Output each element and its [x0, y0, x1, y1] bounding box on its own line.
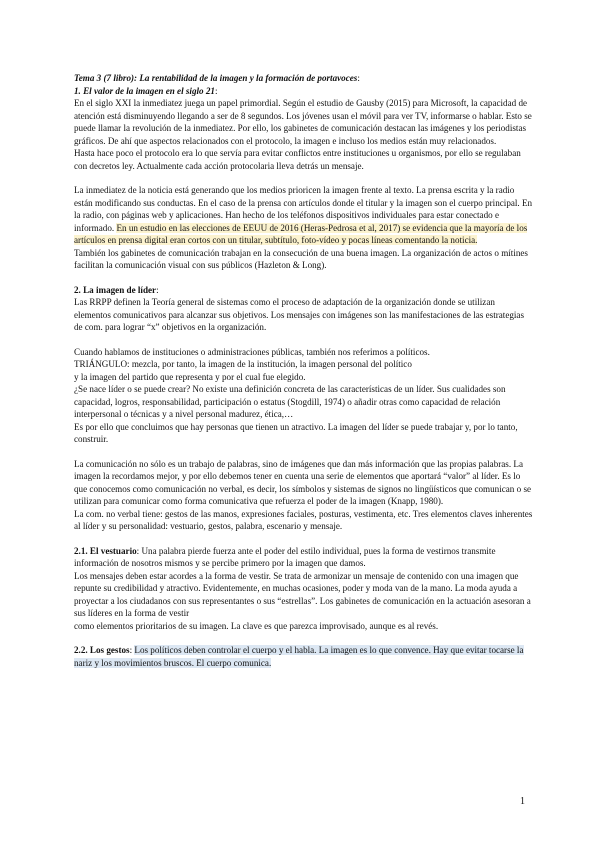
title-label: Tema 3 (7 libro)	[74, 73, 135, 83]
section2-paragraph-2: Cuando hablamos de instituciones o administraciones públicas, también nos referimos a políticos.	[74, 346, 430, 357]
document-title	[74, 72, 534, 85]
section22-highlighted-text: Los políticos deben controlar el cuerpo y el habla. La imagen es lo que convence. Hay que evitar tocarse la nariz y los movimientos bruscos. El cuerpo comunica.	[74, 645, 524, 668]
document-body	[74, 72, 534, 669]
section21-heading: 2.1. El vestuario	[74, 545, 137, 556]
section22-paragraph	[74, 644, 534, 669]
section1-highlighted-text: En un estudio en las elecciones de EEUU de 2016 (Heras-Pedrosa et al, 2017) se evidencia que la mayoría de los artículos en prensa digital eran cortos con un titular, subtítulo, foto-vídeo y pocas líneas comentando la noticia.	[74, 222, 528, 245]
section2-paragraph-8: La com. no verbal tiene: gestos de las manos, expresiones faciales, posturas, vestimenta, etc. Tres elementos claves inherentes al líder y su personalidad: vestuario, gestos, palabra, escenario y mensaje.	[74, 508, 533, 531]
section1-heading-tail: :	[214, 85, 218, 96]
section2-paragraph-7: La comunicación no sólo es un trabajo de palabras, sino de imágenes que dan más información que las propias palabras. La imagen la recordamos mejor, y por ello debemos tener en cuenta una serie de elementos que aportará “valor” al líder. Es lo que conocemos como comunicación no verbal, es decir, los símbolos y sistemas de signos no lingüísticos que comunican o se utilizan para comunicar como forma comunicativa que refuerza el poder de la imagen (Knapp, 1980).	[74, 458, 532, 506]
section1-paragraph-3	[74, 184, 534, 247]
section1-paragraph-2: Hasta hace poco el protocolo era lo que servía para evitar conflictos entre instituciones u organismos, por ello se regulaban con decretos ley. Actualmente cada acción protocolaria lleva detrás un mensaje.	[74, 148, 521, 171]
section1-paragraph-3-text: La inmediatez de la noticia está generando que los medios prioricen la imagen frente al texto. La prensa escrita y la radio están modificando sus conductas. En el caso de la prensa con artículos donde el titular y la imagen son el cuerpo principal. En la radio, con páginas web y aplicaciones. Han hecho de los teléfonos dispositivos individuales para estar conectado e informado.	[74, 185, 533, 233]
section22-colon: :	[129, 645, 135, 655]
section2-heading	[74, 284, 534, 297]
section2-paragraph-6: Es por ello que concluimos que hay personas que tienen un atractivo. La imagen del líder se puede trabajar y, por lo tanto, construir.	[74, 421, 518, 444]
section2-paragraph-3: TRIÁNGULO: mezcla, por tanto, la imagen de la institución, la imagen personal del político	[74, 359, 412, 369]
section1-heading-text: 1. El valor de la imagen en el siglo 21	[74, 85, 215, 96]
section2-heading-text: 2. La imagen de líder	[74, 284, 157, 295]
section1-heading	[74, 85, 534, 98]
section21-paragraph-3: como elementos prioritarios de su imagen. La clave es que parezca improvisado, aunque es al revés.	[74, 620, 439, 631]
section2-heading-tail: :	[156, 284, 159, 295]
title-tail: :	[357, 73, 360, 83]
title-text: : La rentabilidad de la imagen y la formación de portavoces	[134, 73, 358, 83]
section21-paragraph-2: Los mensajes deben estar acordes a la forma de vestir. Se trata de armonizar un mensaje de contenido con una imagen que repunte su credibilidad y atractivo. Evidentemente, en muchas ocasiones, poder y moda van de la mano. La moda ayuda a proyectar a los ciudadanos con sus representantes o sus “estrellas”. Los gabinetes de comunicación en la actuación asesoran a sus líderes en la forma de vestir	[74, 570, 531, 618]
section21-paragraph-1	[74, 545, 534, 570]
section21-paragraph-1-text: : Una palabra pierde fuerza ante el poder del estilo individual, pues la forma de vestirnos transmite información de nosotros mismos y se percibe primero por la imagen que damos.	[74, 545, 496, 568]
section22-heading: 2.2. Los gestos	[74, 645, 130, 655]
section1-paragraph-4: También los gabinetes de comunicación trabajan en la consecución de una buena imagen. La organización de actos o mítines facilitan la comunicación visual con sus públicos (Hazleton & Long).	[74, 247, 528, 270]
section2-paragraph-1: Las RRPP definen la Teoría general de sistemas como el proceso de adaptación de la organización donde se utilizan elementos comunicativos para alcanzar sus objetivos. Los mensajes con imágenes son las manifestaciones de las estrategias de com. para lograr “x” objetivos en la organización.	[74, 297, 524, 332]
section1-paragraph-1: En el siglo XXI la inmediatez juega un papel primordial. Según el estudio de Gausby (2015) para Microsoft, la capacidad de atención está disminuyendo llegando a ser de 8 segundos. Los jóvenes usan el móvil para ver TV, informarse o hablar. Esto se puede llamar la revolución de la inmediatez. Por ello, los gabinetes de comunicación destacan las imágenes y los periodistas gráficos. De ahí que aspectos relacionados con el protocolo, la imagen e incluso los medios están muy relacionados.	[74, 98, 532, 146]
section2-paragraph-4: y la imagen del partido que representa y por el cual fue elegido.	[74, 371, 306, 382]
section2-paragraph-5: ¿Se nace líder o se puede crear? No existe una definición concreta de las características de un líder. Sus cualidades son capacidad, logros, responsabilidad, participación o estatus (Stogdill, 1974) o añadir otras como capacidad de relación interpersonal o técnicas y a nivel personal madurez, ética,…	[74, 384, 506, 419]
page-number: 1	[520, 796, 525, 807]
